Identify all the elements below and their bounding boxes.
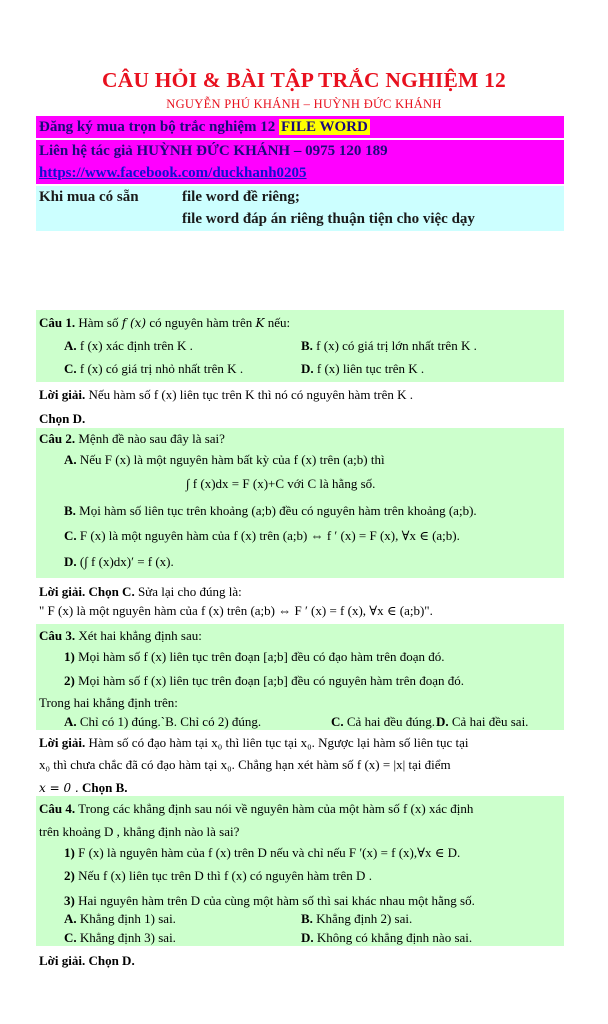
option-c-label: C.: [64, 361, 77, 376]
statement-label: 2): [64, 868, 75, 883]
solution-label: Lời giải. Chọn C.: [39, 584, 135, 599]
question-1-k: K: [255, 316, 265, 330]
question-4-statement-2: [64, 868, 372, 884]
question-2-option-b[interactable]: [64, 503, 477, 519]
option-d-text: Không có khẳng định nào sai.: [316, 930, 473, 945]
question-2-stem: [39, 431, 225, 447]
solution-text-1: Hàm số có đạo hàm tại x₀ thì liên tục tại x₀. Ngược lại hàm số liên tục tại: [88, 735, 469, 750]
question-4-statement-3: [64, 893, 475, 909]
question-2-formula: ∫ f (x)dx = F (x)+C với C là hằng số.: [186, 476, 376, 491]
page-authors: NGUYỄN PHÚ KHÁNH – HUỲNH ĐỨC KHÁNH: [166, 97, 442, 111]
page-title: CÂU HỎI & BÀI TẬP TRẮC NGHIỆM 12: [102, 68, 506, 92]
question-3-statement-1: [64, 649, 445, 665]
question-4-option-a[interactable]: [64, 911, 176, 927]
question-1-option-b[interactable]: [301, 338, 477, 354]
solution-text: Nếu hàm số f (x) liên tục trên K thì nó có nguyên hàm trên K .: [88, 387, 414, 402]
question-4-statement-1: [64, 845, 460, 861]
option-b-label: B.: [301, 338, 313, 353]
option-a-label: A.: [64, 452, 77, 467]
option-c-text: F (x) là một nguyên hàm của f (x) trên (a;b) ⇔ f ′ (x) = F (x), ∀x ∈ (a;b).: [79, 528, 460, 543]
question-3-solution: [39, 735, 469, 751]
question-2-stem-text: Mệnh đề nào sau đây là sai?: [78, 431, 225, 446]
question-2-solution: [39, 584, 242, 600]
question-2-option-d[interactable]: [64, 554, 174, 570]
question-2-option-c[interactable]: [64, 528, 460, 544]
option-c-label: C.: [64, 528, 77, 543]
option-a-label: A.: [64, 714, 77, 729]
question-4-stem-line-2: trên khoảng D , khẳng định nào là sai?: [39, 824, 240, 839]
question-4-option-c[interactable]: [64, 930, 176, 946]
option-d-label: D.: [301, 361, 314, 376]
question-3-stem: [39, 628, 202, 644]
question-2: [36, 428, 564, 578]
option-a-text: Nếu F (x) là một nguyên hàm bất kỳ của f (x) trên (a;b) thì: [79, 452, 385, 467]
option-d-label: D.: [301, 930, 314, 945]
statement-text: Hai nguyên hàm trên D của cùng một hàm số thì sai khác nhau một hằng số.: [78, 893, 475, 908]
option-c-label: C.: [331, 714, 344, 729]
option-a-label: A.: [64, 911, 77, 926]
question-1-option-c[interactable]: [64, 361, 243, 377]
option-b-label: B.: [301, 911, 313, 926]
question-3-stem-text: Xét hai khẳng định sau:: [78, 628, 202, 643]
option-c-label: C.: [64, 930, 77, 945]
question-4-option-d[interactable]: [301, 930, 472, 946]
question-1-option-a[interactable]: [64, 338, 193, 354]
promo-line-contact: Liên hệ tác giả HUỲNH ĐỨC KHÁNH – 0975 120 189: [36, 140, 564, 162]
option-d-text: f (x) liên tục trên K .: [316, 361, 425, 376]
option-d-text: (∫ f (x)dx)′ = f (x).: [79, 554, 174, 569]
question-3-solution-line-2: x₀ thì chưa chắc đã có đạo hàm tại x₀. Chẳng hạn xét hàm số f (x) = |x| tại điểm: [39, 757, 451, 772]
question-3-option-c[interactable]: [331, 714, 435, 730]
option-b-text: f (x) có giá trị lớn nhất trên K .: [316, 338, 477, 353]
promo-purchase-info: [36, 186, 564, 231]
statement-text: Nếu f (x) liên tục trên D thì f (x) có nguyên hàm trên D .: [78, 868, 372, 883]
promo-purchase-item-2: file word đáp án riêng thuận tiện cho việc dạy: [182, 211, 475, 227]
option-b-text: Mọi hàm số liên tục trên khoảng (a;b) đều có nguyên hàm trên khoảng (a;b).: [79, 503, 477, 518]
question-3-between-text: Trong hai khẳng định trên:: [39, 695, 178, 710]
question-4-stem-line-1: [39, 801, 473, 817]
promo-facebook-link[interactable]: https://www.facebook.com/duckhanh0205: [36, 162, 564, 184]
question-1-stem-a: Hàm số: [78, 315, 119, 330]
option-c-text: Khẳng định 3) sai.: [79, 930, 176, 945]
question-2-solution-detail: " F (x) là một nguyên hàm của f (x) trên (a;b) ⇔ F ′ (x) = f (x), ∀x ∈ (a;b)".: [39, 603, 433, 618]
promo-line-order: [36, 116, 564, 138]
question-4-label: Câu 4.: [39, 801, 76, 816]
promo-file-word-highlight: FILE WORD: [281, 119, 368, 135]
question-1: [36, 310, 564, 382]
question-2-option-a[interactable]: [64, 452, 385, 468]
option-d-label: D.: [436, 714, 449, 729]
question-1-stem: [39, 315, 290, 331]
promo-purchase-label: Khi mua có sẵn: [39, 189, 139, 205]
question-3-label: Câu 3.: [39, 628, 76, 643]
question-1-stem-b: có nguyên hàm trên: [149, 315, 253, 330]
question-3-answer: Chọn B.: [81, 780, 128, 795]
question-4-stem-text-1: Trong các khẳng định sau nói về nguyên hàm của một hàm số f (x) xác định: [78, 801, 474, 816]
question-2-label: Câu 2.: [39, 431, 76, 446]
question-3-statement-2: [64, 673, 464, 689]
question-1-solution: [39, 387, 413, 403]
question-4-option-b[interactable]: [301, 911, 412, 927]
statement-label: 1): [64, 649, 75, 664]
question-3-option-d[interactable]: [436, 714, 528, 730]
question-1-option-d[interactable]: [301, 361, 424, 377]
option-a-text: f (x) xác định trên K .: [79, 338, 193, 353]
option-d-text: Cả hai đều sai.: [451, 714, 529, 729]
question-1-label: Câu 1.: [39, 315, 76, 330]
option-b-text: Khẳng định 2) sai.: [316, 911, 413, 926]
option-a-text: Chỉ có 1) đúng.`B. Chỉ có 2) đúng.: [79, 714, 262, 729]
statement-text: Mọi hàm số f (x) liên tục trên đoạn [a;b] đều có đạo hàm trên đoạn đó.: [78, 649, 445, 664]
question-3-option-a-b[interactable]: [64, 714, 261, 730]
option-c-text: f (x) có giá trị nhỏ nhất trên K .: [79, 361, 244, 376]
option-c-text: Cả hai đều đúng.: [346, 714, 435, 729]
statement-text: F (x) là nguyên hàm của f (x) trên D nếu và chỉ nếu F ′(x) = f (x),∀x ∈ D.: [78, 845, 461, 860]
question-1-answer: Chọn D.: [39, 411, 86, 426]
statement-text: Mọi hàm số f (x) liên tục trên đoạn [a;b] đều có nguyên hàm trên đoạn đó.: [78, 673, 465, 688]
question-1-stem-c: nếu:: [267, 315, 291, 330]
option-b-label: B.: [64, 503, 76, 518]
option-a-label: A.: [64, 338, 77, 353]
solution-label: Lời giải.: [39, 735, 86, 750]
question-4: [36, 796, 564, 946]
promo-purchase-item-1: file word đề riêng;: [182, 189, 300, 205]
solution-label: Lời giải.: [39, 387, 86, 402]
solution-text: Sửa lại cho đúng là:: [137, 584, 242, 599]
statement-label: 1): [64, 845, 75, 860]
promo-order-text: Đăng ký mua trọn bộ trắc nghiệm 12: [39, 119, 280, 135]
question-4-solution: Lời giải. Chọn D.: [39, 953, 135, 968]
question-1-fx: f (x): [121, 316, 147, 330]
option-a-text: Khẳng định 1) sai.: [79, 911, 176, 926]
statement-label: 2): [64, 673, 75, 688]
question-3: [36, 624, 564, 730]
solution-text-3: x = 0 .: [39, 781, 79, 795]
option-d-label: D.: [64, 554, 77, 569]
statement-label: 3): [64, 893, 75, 908]
question-3-solution-line-3: [39, 780, 128, 796]
